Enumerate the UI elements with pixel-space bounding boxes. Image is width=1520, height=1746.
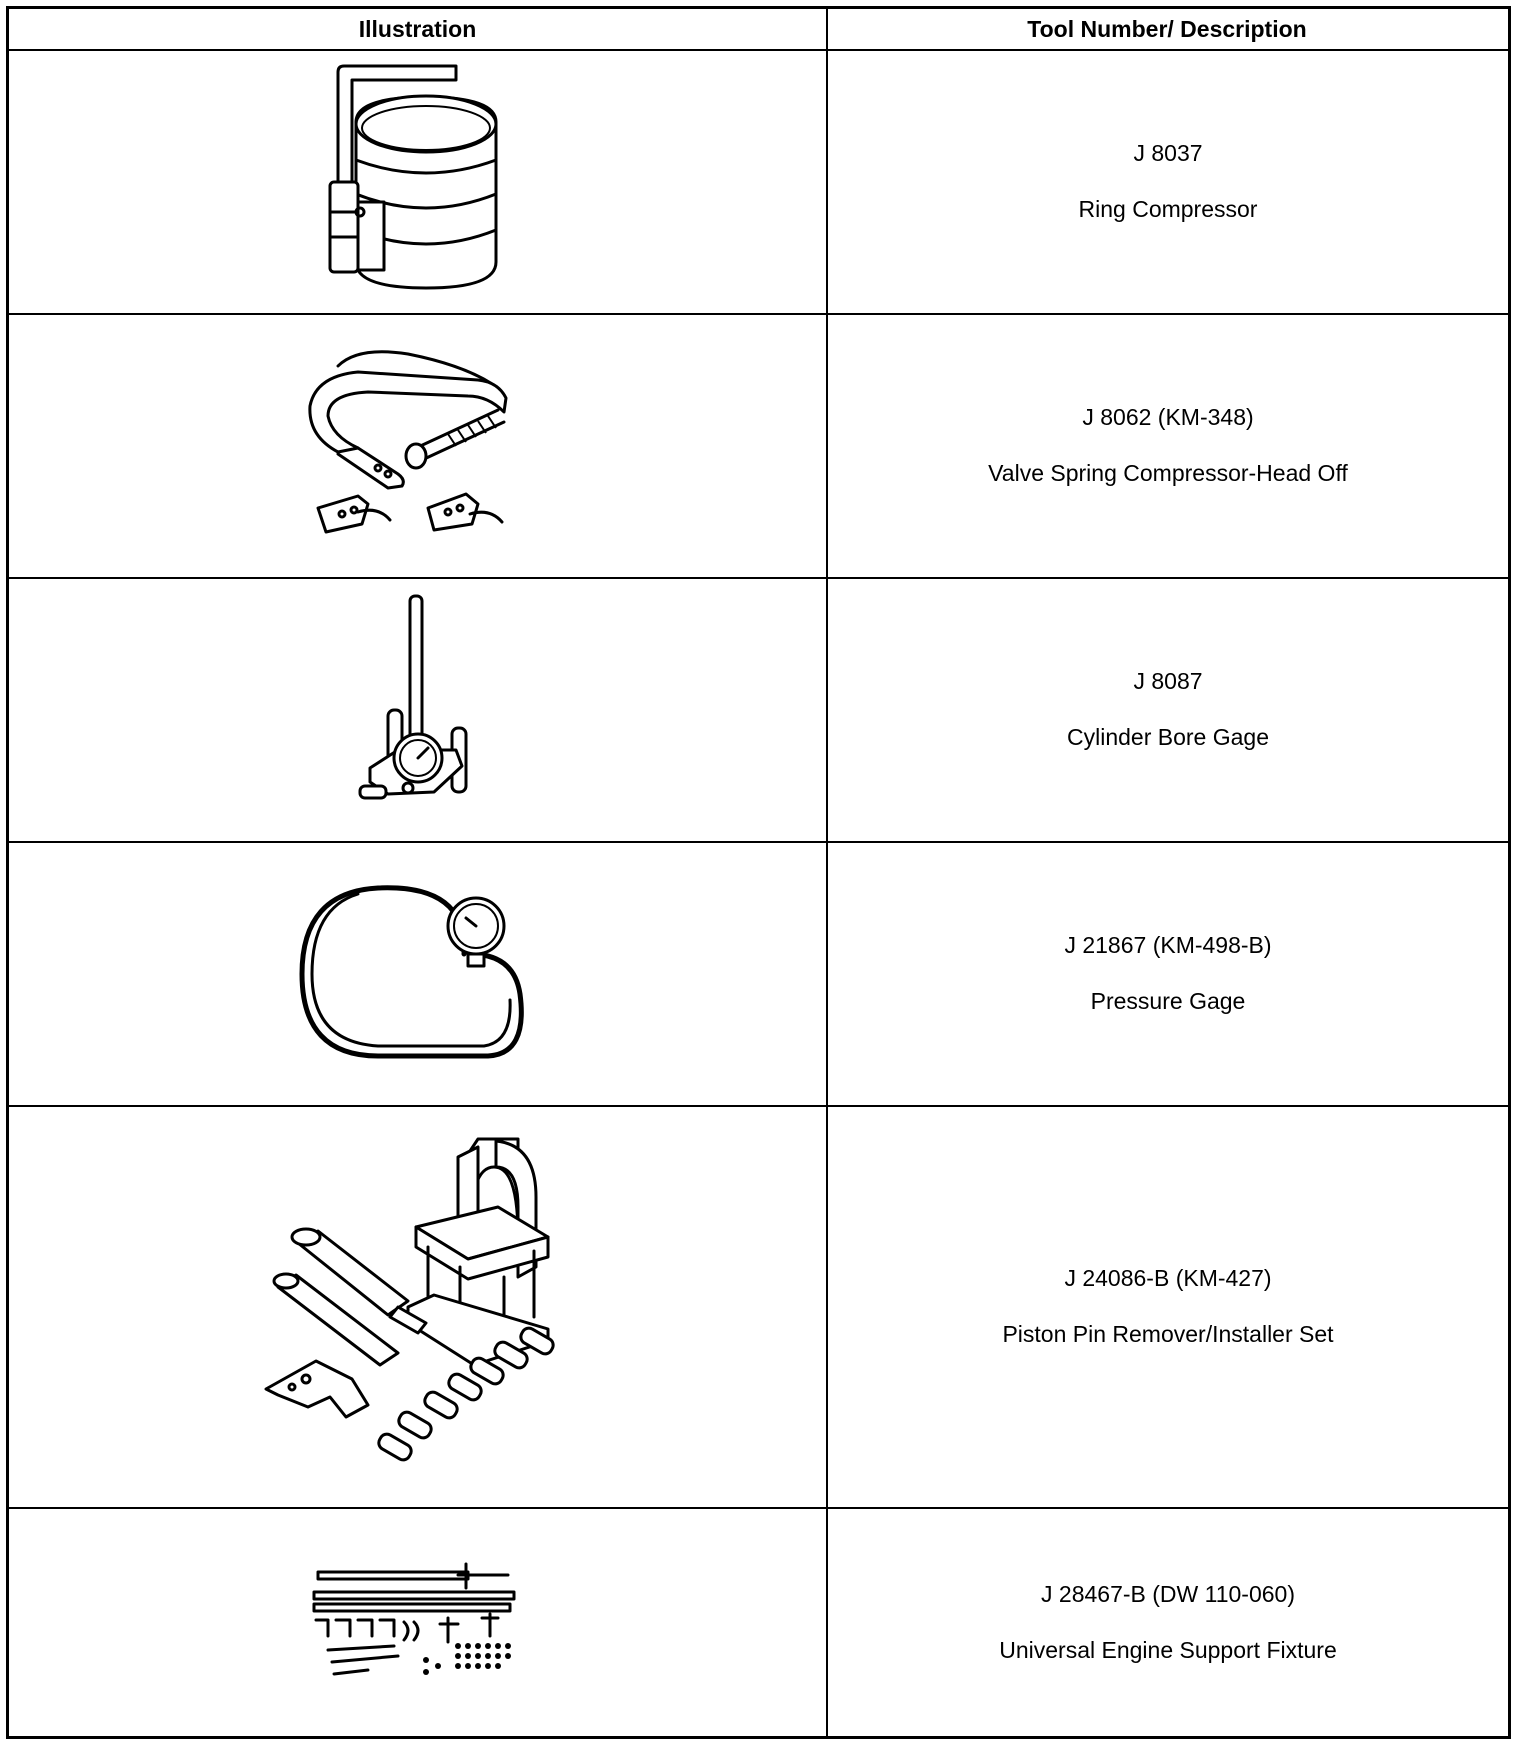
table-header <box>9 9 1508 51</box>
table-row <box>9 1107 1508 1509</box>
valve-spring-compressor-icon <box>298 336 538 556</box>
illustration-cell <box>9 315 826 577</box>
tool-number: J 8087 <box>1133 668 1203 695</box>
table-row <box>9 1509 1508 1736</box>
header-illustration: Illustration <box>358 15 477 42</box>
tool-number: J 24086-B (KM-427) <box>1064 1265 1272 1292</box>
tool-description: Piston Pin Remover/Installer Set <box>1002 1321 1334 1347</box>
tool-number: J 28467-B (DW 110-060) <box>1041 1580 1295 1607</box>
table-row <box>9 51 1508 315</box>
tool-description: Ring Compressor <box>1078 196 1258 222</box>
tool-description: Pressure Gage <box>1090 988 1246 1014</box>
table-row <box>9 315 1508 579</box>
description-cell <box>828 843 1508 1105</box>
illustration-cell <box>9 1509 826 1736</box>
description-cell <box>828 1107 1508 1507</box>
special-tools-table <box>6 6 1511 1739</box>
illustration-cell <box>9 51 826 313</box>
cylinder-bore-gage-icon <box>348 590 488 830</box>
tool-number: J 21867 (KM-498-B) <box>1064 932 1272 959</box>
header-tool-description: Tool Number/ Description <box>1027 15 1307 42</box>
description-cell <box>828 579 1508 841</box>
piston-pin-tool-icon <box>248 1127 588 1487</box>
tool-description: Cylinder Bore Gage <box>1067 724 1269 750</box>
table-row <box>9 843 1508 1107</box>
illustration-cell <box>9 843 826 1105</box>
ring-compressor-icon <box>308 62 528 302</box>
pressure-gage-icon <box>298 874 538 1074</box>
illustration-cell <box>9 1107 826 1507</box>
table-row <box>9 579 1508 843</box>
illustration-cell <box>9 579 826 841</box>
tool-description: Valve Spring Compressor-Head Off <box>988 460 1348 486</box>
description-cell <box>828 1509 1508 1736</box>
tool-number: J 8037 <box>1133 140 1203 167</box>
description-cell <box>828 51 1508 313</box>
tool-description: Universal Engine Support Fixture <box>999 1636 1337 1663</box>
engine-support-fixture-icon <box>308 1558 528 1688</box>
description-cell <box>828 315 1508 577</box>
tool-number: J 8062 (KM-348) <box>1082 404 1254 431</box>
